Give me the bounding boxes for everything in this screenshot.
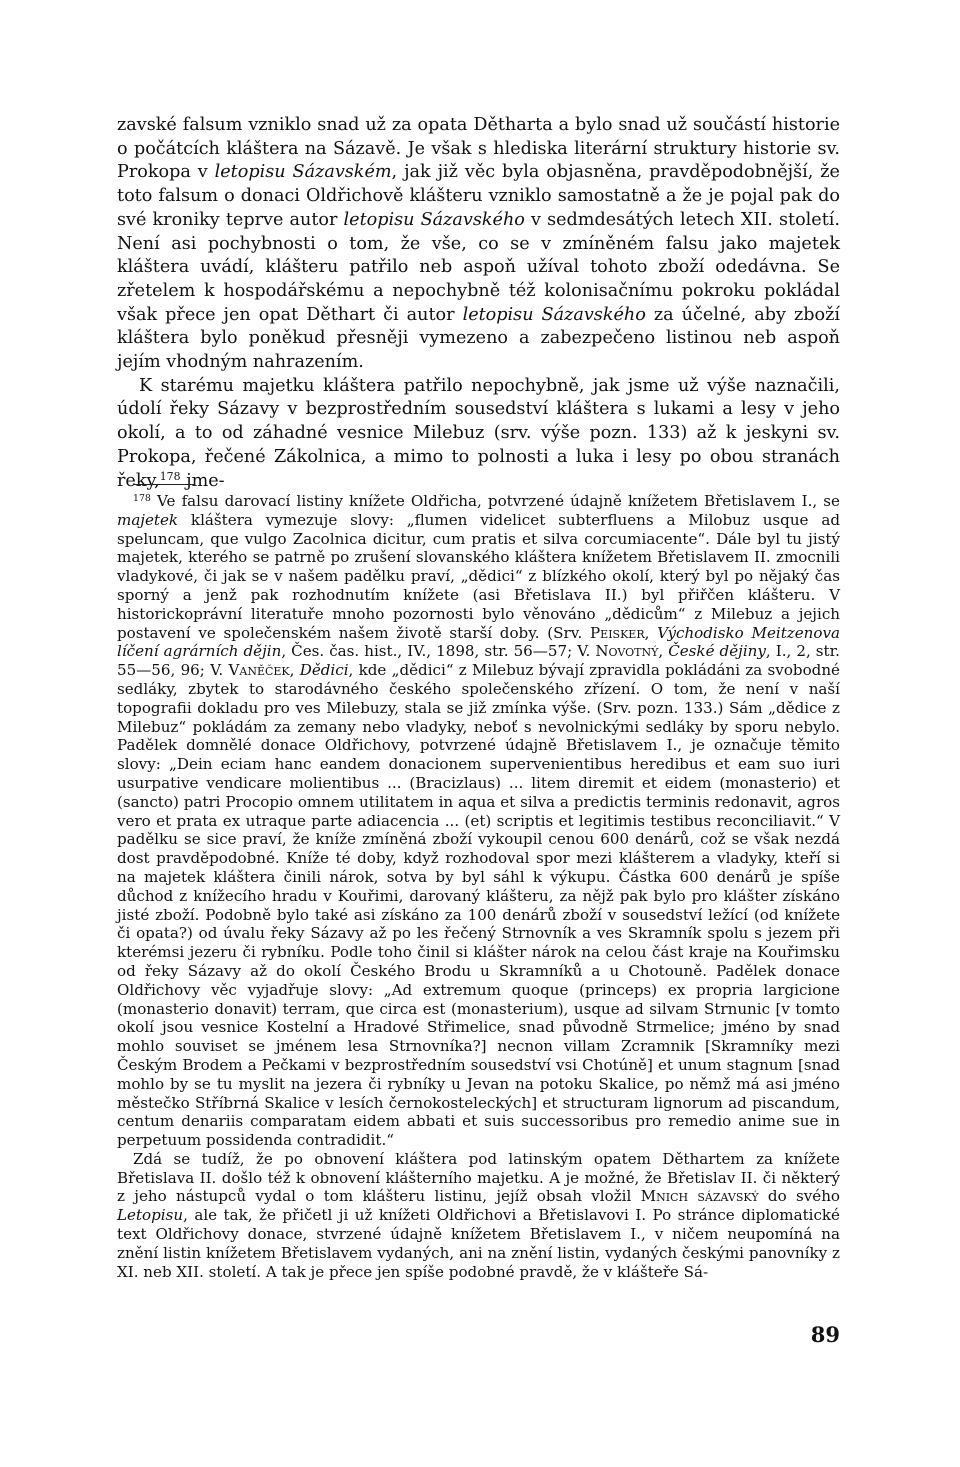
text-run: kláštera vymezuje slovy: „flumen videlicet subterfluens a Milobuz usque ad speluncam, que vulgo Zacolnica dicitur, cum pratis et silva corcumiacente“. Dále byl tu jistý majetek, kterého se patrně po zrušení slovanského kláštera knížetem Břetislavem II. zmocnili vladykové, či jak se v našem padělku praví, „dědici“ z blízkého okolí, který byl po nějaký čas sporný a jenž pak rozhodnutím knížete (asi Břetislava II.) byl přiřčen klášteru. V historickoprávní literatuře mnoho pozornosti bylo věnováno „dědicům“ z Milebuz a jejich postavení ve společenském našem životě starší doby. (Srv. (117, 510, 840, 642)
text-run: , (289, 661, 300, 680)
italic-title: Letopisu (117, 1206, 184, 1225)
text-run: zavské falsum vzniklo snad už za opata Dětharta a bylo snad už součástí historie o počátcích kláštera na Sázavě. Je však s hlediska literární struktury historie sv. Prokopa v (117, 115, 840, 183)
author-name: Peisker (590, 623, 645, 642)
author-name: Vaněček (228, 661, 290, 680)
text-run: K starému majetku kláštera patřilo nepochybně, jak jsme už výše naznačili, údolí řeky Sázavy v bezprostředním sousedství kláštera s lukami a lesy v jeho okolí, a to od záhadné vesnice Milebuz (srv. výše pozn. 133) až k jeskyni sv. Prokopa, řečené Zákolnica, a mimo to polnosti a luka i lesy po obou stranách řeky, (117, 375, 840, 491)
text-run: Ve falsu darovací listiny knížete Oldřicha, potvrzené údajně knížetem Břetislavem I., se (150, 492, 840, 510)
main-text (117, 114, 840, 493)
footnote-reference[interactable]: 178 (159, 469, 181, 483)
text-run: , ale tak, že přičetl ji už knížeti Oldřichovi a Břetislavovi I. Po stránce diplomatické text Oldřichovy donace, stvrzené údajně knížetem Břetislavem I., v ničem neupomíná na znění listin knížetem Břetislavem vydaných, ani na znění listin, vydaných českými panovníky z XI. neb XII. století. A tak je přece jen spíše podobné pravdě, že v klášteře Sá- (117, 1206, 840, 1281)
paragraph-2 (117, 375, 840, 494)
text-run: Zdá se tudíž, že po obnovení kláštera pod latinským opatem Děthartem za knížete Břetislava II. došlo též k obnovení klášterního majetku. A je možné, že Břetislav II. či některý z jeho nástupců vydal o tom klášteru listinu, jejíž obsah vložil (117, 1149, 840, 1206)
footnote-separator (133, 484, 195, 485)
footnote-178 (117, 492, 840, 1150)
text-run: za účelné, aby zboží kláštera bylo poněkud přesněji vymezeno a zabezpečeno listinou neb aspoň jejím vhodným nahrazením. (117, 304, 840, 373)
italic-title: Dědici (299, 661, 349, 680)
footnote-paragraph-2 (117, 1150, 840, 1282)
text-run: , kde „dědici“ z Milebuz bývají zpravidla pokládáni za svobodné sedláky, zbytek to starodávného českého společenského zřízení. O tom, že není v naší topografii dokladu pro ves Milebuzy, stala se již zmínka výše. (Srv. pozn. 133.) Sám „dědice z Milebuz“ pokládám za zemany nebo vladyky, neboť s nevolnickými sedláky by sporu nebylo. Padělek domnělé donace Oldřichovy, potvrzené údajně Břetislavem I., je označuje těmito slovy: „Dein eciam hanc eandem donacionem supervenientibus heredibus et eam suo iuri usurpative vendicare molientibus ... (Bracizlaus) ... litem diremit et eidem (monasterio) et (sancto) patri Procopio omnem utilitatem in aqua et silva a predictis terminis redonavit, agros vero et prata ex utraque parte adiacencia ... (et) scriptis et legitimis testibus reconciliavit.“ V padělku se sice praví, že kníže zmíněná zboží vykoupil cenou 600 denárů, což se však nezdá dost pravděpodobné. Kníže té doby, když rozhodoval spor mezi klášterem a vladyky, kteří si na majetek kláštera činili nárok, sotva by byl sáhl k výkupu. Částka 600 denárů je spíše důchod z knížecího hradu v Kouřimi, darovaný klášteru, za nějž pak bylo pro klášter získáno jisté zboží. Podobně bylo také asi získáno za 100 denárů zboží v sousedství ležící (od knížete či opata?) od úvalu řeky Sázavy až po les řečený Strnovník a ves Skramník spolu s jezem při kterémsi jezeru či rybníku. Podle toho činil si klášter nárok na celou část kraje na Kouřimsku od řeky Sázavy až do okolí Českého Brodu u Skramníků a u Chotouně. Padělek donace Oldřichovy věc vyjadřuje slovy: „Ad extremum quoque (princeps) ex propria largicione (monasterio donavit) terram, que circa est (monasterium), usque ad silvam Strnunic [v tomto okolí jsou vesnice Kostelní a Hradové Střimelice, snad původně Strmelice; jméno by snad mohlo souviset se jménem lesa Strnovníka?] necnon villam Zcramnik [Skramníky mezi Českým Brodem a Pečkami v bezprostředním sousedství vsi Chotúně] et unum stagnum [snad mohlo by se tu myslit na jezera či rybníky u Jevan na potoku Skalice, po němž má asi jméno městečko Stříbrná Skalice v lesích černokosteleckých] et structuram lignorum ad piscandum, centum denariis comparatam eidem abbati et suis successoribus pro remedio anime sue in perpetuum possidenda contradidit.“ (117, 661, 840, 1150)
italic-title: letopisu Sázavském (214, 162, 392, 183)
text-run: , Čes. čas. hist., IV., 1898, str. 56—57; V. (281, 642, 596, 661)
text-run: , jak již věc byla objasněna, pravděpodobnější, že toto falsum o donaci Oldřichově klášteru vzniklo samostatně a že je pojal pak do své kroniky teprve autor (117, 162, 840, 230)
italic-title: letopisu Sázavského (462, 304, 646, 325)
text-run: do svého (758, 1187, 841, 1206)
author-name: Mnich sázavský (640, 1187, 759, 1206)
author-name: Novotný (595, 642, 659, 661)
italic-title: Východisko Meitzenova líčení agrárních dějin (117, 623, 840, 661)
text-run: , (644, 623, 658, 642)
italic-title: letopisu Sázavského (343, 209, 525, 230)
footnote-number: 178 (133, 492, 151, 504)
footnotes (117, 492, 840, 1281)
page-number: 89 (810, 1322, 840, 1347)
italic-term: majetek (117, 510, 179, 529)
text-run: , (658, 642, 669, 661)
text-run: jme- (180, 470, 225, 491)
text-run: , I., 2, str. 55—56, 96; V. (117, 642, 840, 680)
paragraph-1 (117, 114, 840, 375)
text-run: v sedmdesátých letech XII. století. Není asi pochybnosti o tom, že vše, co se v zmíněném falsu jako majetek kláštera uvádí, klášteru patřilo neb aspoň užíval tohoto zboží odedávna. Se zřetelem k hospodářskému a nepochybně též kolonisačnímu pokroku pokládal však přece jen opat Děthart či autor (117, 209, 841, 325)
italic-title: České dějiny (668, 642, 766, 661)
